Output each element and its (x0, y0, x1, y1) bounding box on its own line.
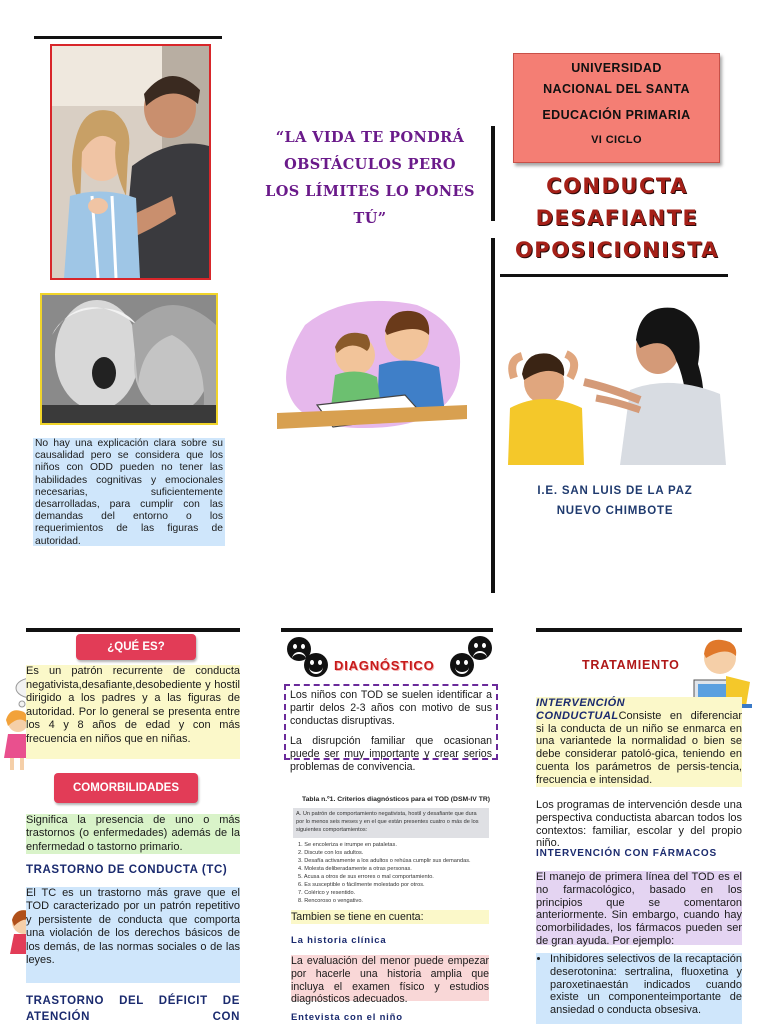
entrevista-heading: Entevista con el niño (291, 1012, 403, 1023)
que-es-text: Es un patrón recurrente de conducta negativista,desafiante,desobediente y hostil dirigido a los padres y a las figuras de autoridad. Por lo general se presenta entre los 4 y 8 años de edad y con más frecuencia en niños que en niñas. (26, 665, 240, 759)
university-line-2: NACIONAL DEL SANTA (543, 82, 690, 96)
right-panel-rule (536, 628, 742, 632)
title-line-1: CONDUCTA (546, 174, 688, 198)
also-consider-text: Tambien se tiene en cuenta: (291, 910, 489, 924)
title-line-3: OPOSICIONISTA (514, 238, 720, 262)
left-panel-rule (26, 628, 240, 632)
cover-quote: “LA VIDA TE PONDRÁ OBSTÁCULOS PERO LOS LÍMITES LO PONES TÚ” (265, 129, 475, 227)
intervencion-conductual-block (536, 697, 742, 789)
programs-text: Los programas de intervención desde una perspectiva conductista abarcan todos los contextos: familiar, escolar y del propio niño. (536, 799, 742, 850)
top-left-rule (34, 36, 222, 39)
university-line-1: UNIVERSIDAD (571, 61, 662, 75)
criteria-item: 7. Colérico y resentido. (298, 890, 356, 896)
photo-woman-scolding-boy (500, 290, 730, 465)
title-line-2: DESAFIANTE (535, 206, 699, 230)
criteria-table-title: Tabla n.º1. Criterios diagnósticos para el TOD (DSM-IV TR) (302, 796, 491, 803)
main-title (506, 170, 728, 266)
diagnostico-box-p2: La disrupción familiar que ocasionan puede ser muy importante y crear serios problemas de convivencia. (290, 735, 492, 773)
criteria-table-a (293, 808, 489, 838)
drug-item: • Inhibidores selectivos de la recaptación deserotonina: sertralina, fluoxetina y paroxetinaestán indicados cuando existe un componenteimportante de ansiedad o conducta obsesiva. (550, 953, 742, 1017)
school-line-1: I.E. SAN LUIS DE LA PAZ (537, 485, 693, 497)
criteria-item: 2. Discute con los adultos. (298, 850, 364, 856)
tc-text: El TC es un trastorno más grave que el TOD caracterizado por un patrón repetitivo y persistente de conducta que comporta una violación de los derechos básicos de los demás, de las normas sociales o de las leyes. (26, 887, 240, 983)
historia-heading: La historia clínica (291, 935, 387, 946)
criteria-item: 8. Rencoroso o vengativo. (298, 898, 363, 904)
intervencion-conductual-paragraph (536, 697, 742, 787)
cause-text: No hay una explicación clara sobre su causalidad pero se considera que los niños con ODD pueden no tener las habilidades cognitivas y emocionales necesarias, suficientemente desarrolladas, para cumplir con las demandas del entorno o los requerimientos de las figuras de autoridad. (35, 438, 223, 547)
cartoon-father-son-homework (277, 295, 467, 435)
criteria-table-a-text: A. Un patrón de comportamiento negativista, hostil y desafiante que dura por lo menos seis meses y en el que están presentes cuatro o más de los siguientes comportamientos: (296, 811, 479, 833)
historia-text: La evaluación del menor puede empezar por hacerle una historia amplia que incluya el examen físico y estudios diagnósticos adecuados. (291, 955, 489, 1006)
school-line-2: NUEVO CHIMBOTE (556, 505, 674, 517)
photo-boy-screaming-woman (40, 293, 218, 425)
vertical-rule-upper (491, 126, 495, 221)
smile-face-icon (304, 653, 328, 677)
university-box (513, 53, 720, 163)
comorbilidades-label: COMORBILIDADES (54, 773, 198, 803)
intervencion-conductual-heading: INTERVENCIÓN CONDUCTUAL (536, 697, 626, 722)
intervencion-conductual-text: Consiste en diferenciar si la conducta de un niño se enmarca en una variantede la normalidad o bien se debe considerar patoló-gica, teniendo en cuenta los parámetros de persis-tencia, frecuencia e intensidad. (536, 709, 742, 786)
diagnostico-label: DIAGNÓSTICO (334, 658, 435, 673)
title-underline-rule (500, 274, 728, 277)
diagnostico-box (284, 684, 498, 773)
criteria-item: 4. Molesta deliberadamente a otras personas. (298, 866, 412, 872)
photo-father-scolding-girl (50, 44, 211, 280)
farmacos-heading: INTERVENCIÓN CON FÁRMACOS (536, 848, 717, 859)
criteria-table-list (298, 841, 488, 905)
frown-face-icon-right (468, 636, 492, 660)
criteria-item: 5. Acusa a otros de sus errores o mal comportamiento. (298, 874, 434, 880)
diagnostico-box-p1: Los niños con TOD se suelen identificar a partir delos 2-3 años con motivo de sus conductas disruptivas. (290, 689, 492, 727)
tc-heading: TRASTORNO DE CONDUCTA (TC) (26, 864, 228, 876)
school-name (500, 481, 730, 521)
criteria-item: 3. Desafía activamente a los adultos o rehúsa cumplir sus demandas. (298, 858, 471, 864)
farmacos-text: El manejo de primera línea del TOD es el no farmacológico, basado en los principios que se comentaron anteriormente. Sin embargo, cuando hay comorbilidades, los fármacos pueden ser de gran ayuda. Por ejemplo: (536, 871, 742, 947)
smile-face-icon-right (450, 653, 474, 677)
tratamiento-label: TRATAMIENTO (582, 658, 680, 672)
criteria-item: 6. Es susceptible o fácilmente molestado por otros. (298, 882, 425, 888)
tdah-heading: TRASTORNO DEL DÉFICIT DE ATENCIÓN CON (26, 995, 240, 1023)
que-es-label: ¿QUÉ ES? (76, 634, 196, 660)
comorbilidades-text: Significa la presencia de uno o más trastornos (o enfermedades) además de la enfermedad o tastorno primario. (26, 814, 240, 853)
vertical-rule-lower (491, 238, 495, 593)
criteria-item: 1. Se encoleriza e irrumpe en pataletas. (298, 842, 397, 848)
university-line-3: EDUCACIÓN PRIMARIA (542, 108, 691, 122)
university-line-4: VI CICLO (591, 134, 642, 146)
drug-list (536, 953, 742, 1024)
middle-panel-rule (281, 628, 493, 632)
